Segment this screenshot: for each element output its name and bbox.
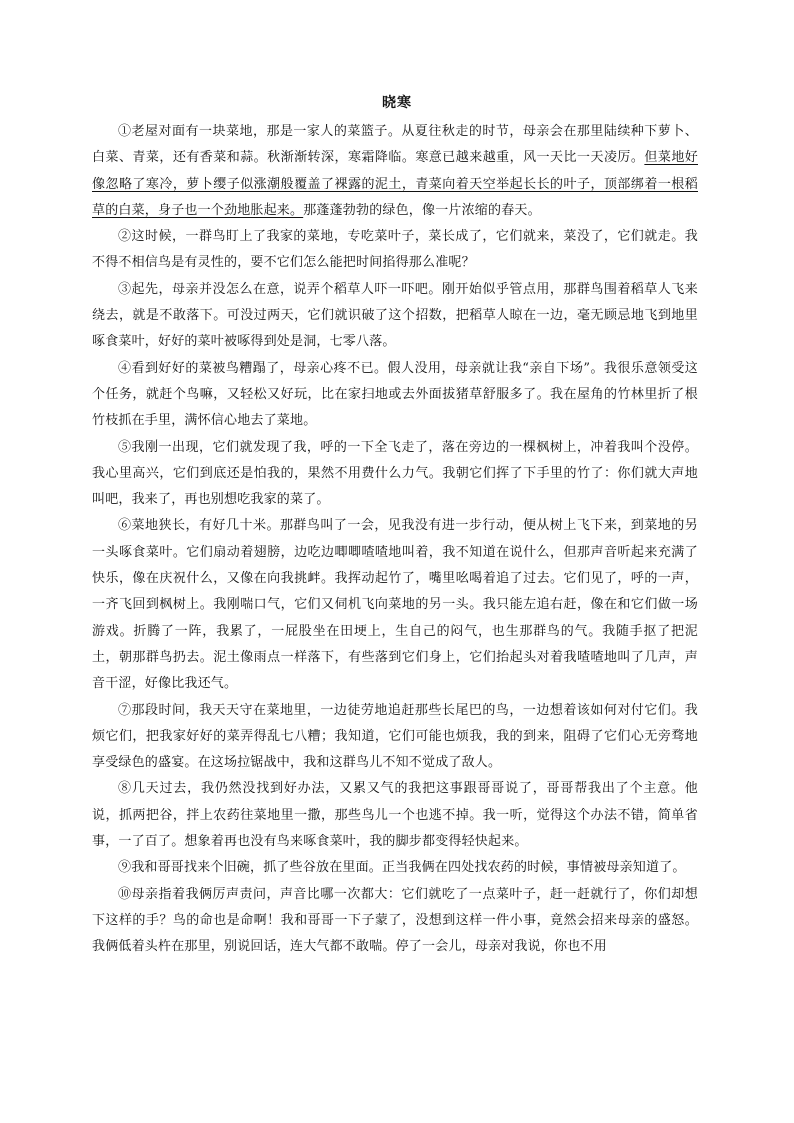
paragraph-10: ⑩母亲指着我俩厉声责问，声音比哪一次都大：它们就吃了一点菜叶子，赶一赶就行了，你们却想下这样的手？鸟的命也是命啊！我和哥哥一下子蒙了，没想到这样一件小事，竟然会招来母亲的盛怒。我俩低着头杵在那里，别说回话，连大气都不敢喘。停了一会儿，母亲对我说，你也不用 (92, 886, 698, 955)
article-body (92, 119, 698, 961)
paragraph-1-tail: 那蓬蓬勃勃的绿色，像一片浓缩的春天。 (303, 202, 541, 218)
paragraph-9: ⑨我和哥哥找来个旧碗，抓了些谷放在里面。正当我俩在四处找农药的时候，事情被母亲知道了。 (118, 860, 686, 876)
article-title: 晓寒 (382, 95, 412, 111)
paragraph-7: ⑦那段时间，我天天守在菜地里，一边徒劳地追赶那些长尾巴的鸟，一边想着该如何对付它们。我烦它们，把我家好好的菜弄得乱七八糟；我知道，它们可能也烦我，我的到来，阻碍了它们心无旁骛地享受绿色的盛宴。在这场拉锯战中，我和这群鸟儿不知不觉成了敌人。 (92, 702, 698, 771)
paragraph-6: ⑥菜地狭长，有好几十米。那群鸟叫了一会，见我没有进一步行动，便从树上飞下来，到菜地的另一头啄食菜叶。它们扇动着翅膀，边吃边唧唧喳喳地叫着，我不知道在说什么，但那声音听起来充满了快乐，像在庆祝什么，又像在向我挑衅。我挥动起竹了，嘴里吆喝着追了过去。它们见了，呼的一声，一齐飞回到枫树上。我刚喘口气，它们又伺机飞向菜地的另一头。我只能左追右赶，像在和它们做一场游戏。折腾了一阵，我累了，一屁股坐在田埂上，生自己的闷气，也生那群鸟的气。我随手抠了把泥土，朝那群鸟扔去。泥土像雨点一样落下，有些落到它们身上，它们抬起头对着我喳喳地叫了几声，声音干涩，好像比我还气。 (92, 518, 698, 692)
paragraph-4: ④看到好好的菜被鸟糟蹋了，母亲心疼不已。假人没用，母亲就让我“亲自下场”。我很乐意领受这个任务，就赶个鸟嘛，又轻松又好玩，比在家扫地或去外面拔猪草舒服多了。我在屋角的竹林里折了根竹枝抓在手里，满怀信心地去了菜地。 (92, 360, 698, 429)
paragraph-8: ⑧几天过去，我仍然没找到好办法，又累又气的我把这事跟哥哥说了，哥哥帮我出了个主意。他说，抓两把谷，拌上农药往菜地里一撒，那些鸟儿一个也逃不掉。我一听，觉得这个办法不错，简单省事，一了百了。想象着再也没有鸟来啄食菜叶，我的脚步都变得轻快起来。 (92, 781, 698, 850)
paragraph-2: ②这时候，一群鸟盯上了我家的菜地，专吃菜叶子，菜长成了，它们就来，菜没了，它们就走。我不得不相信鸟是有灵性的，要不它们怎么能把时间掐得那么准呢？ (92, 229, 698, 271)
paragraph-3: ③起先，母亲并没怎么在意，说弄个稻草人吓一吓吧。刚开始似乎管点用，那群鸟围着稻草人飞来绕去，就是不敢落下。可没过两天，它们就识破了这个招数，把稻草人晾在一边，毫无顾忌地飞到地里啄食菜叶，好好的菜叶被啄得到处是洞，七零八落。 (92, 281, 698, 350)
paragraph-1-text: ①老屋对面有一块菜地，那是一家人的菜篮子。从夏往秋走的时节，母亲会在那里陆续种下萝卜、白菜、青菜，还有香菜和蒜。秋渐渐转深，寒霜降临。寒意已越来越重，风一天比一天凌厉。 (92, 124, 698, 166)
paragraph-1 (92, 119, 698, 224)
paragraph-5: ⑤我刚一出现，它们就发现了我，呼的一下全飞走了，落在旁边的一棵枫树上，冲着我叫个没停。我心里高兴，它们到底还是怕我的，果然不用费什么力气。我朝它们挥了下手里的竹了：你们就大声地叫吧，我来了，再也别想吃我家的菜了。 (92, 439, 698, 508)
underlined-sentence: 但菜地好像忽略了寒冷，萝卜缨子似涨潮般覆盖了裸露的泥土，青菜向着天空举起长长的叶子，顶部绑着一根稻草的白菜，身子也一个劲地胀起来。 (92, 150, 698, 218)
